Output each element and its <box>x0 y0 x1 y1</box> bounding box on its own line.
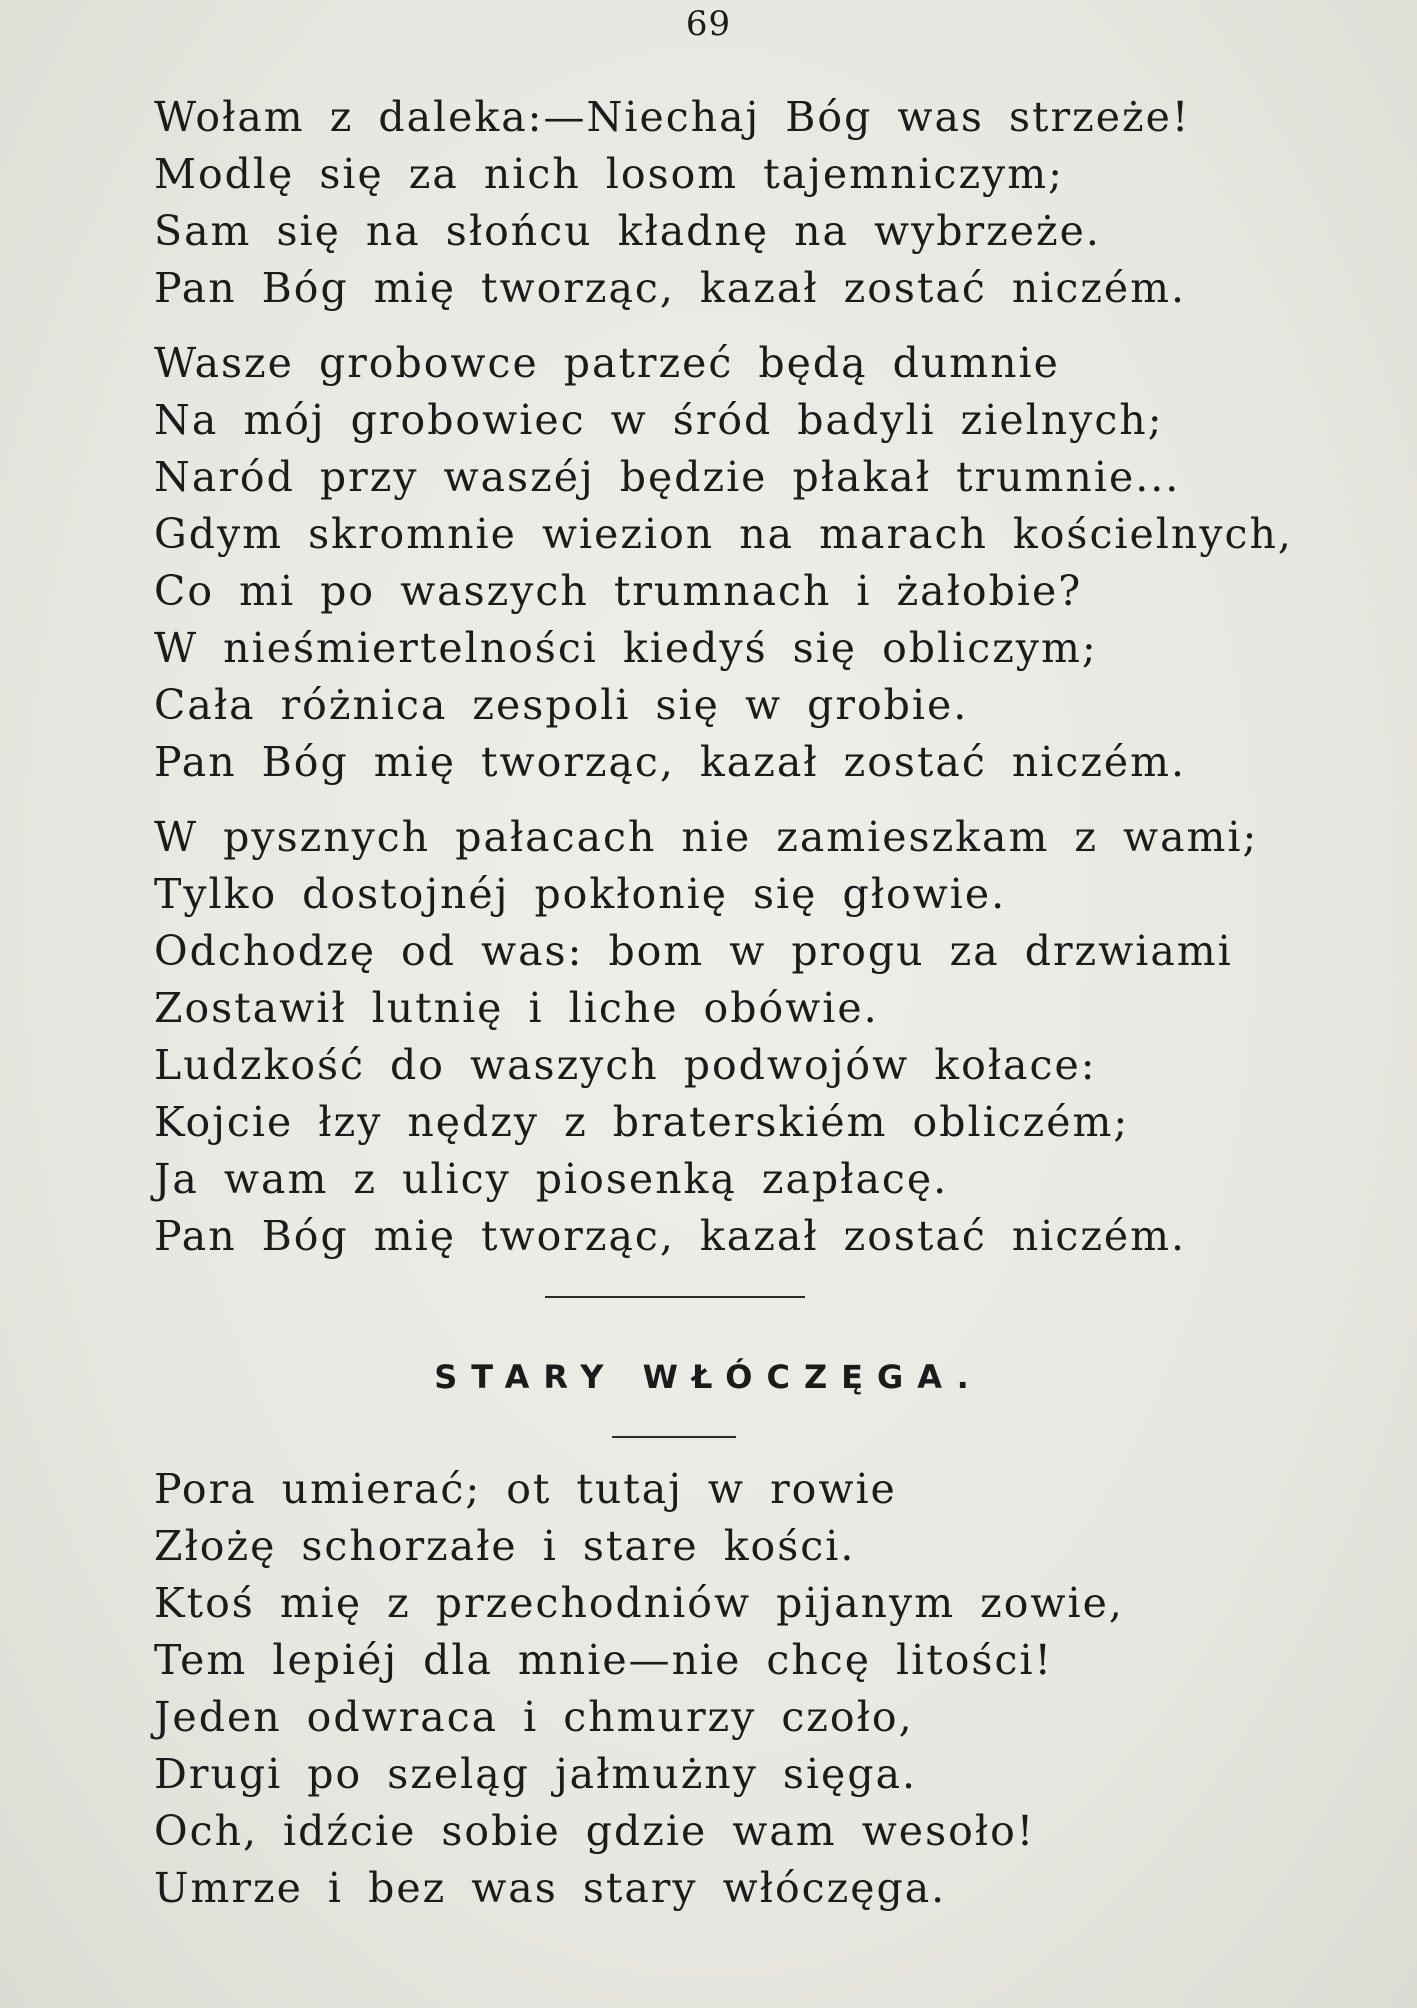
verse-line: Pan Bóg mię tworząc, kazał zostać niczém. <box>154 738 1187 786</box>
verse-line: Pora umierać; ot tutaj w rowie <box>154 1465 897 1513</box>
verse-line: Ktoś mię z przechodniów pijanym zowie, <box>154 1579 1124 1627</box>
verse-line: Umrze i bez was stary włóczęga. <box>154 1864 947 1912</box>
verse-line: Och, idźcie sobie gdzie wam wesoło! <box>154 1807 1036 1855</box>
verse-line: Tylko dostojnéj pokłonię się głowie. <box>154 870 1007 918</box>
verse-line: Jeden odwraca i chmurzy czoło, <box>154 1693 914 1741</box>
verse-line: Kojcie łzy nędzy z braterskiém obliczém; <box>154 1098 1130 1146</box>
verse-line: Ja wam z ulicy piosenką zapłacę. <box>154 1155 949 1203</box>
section-title: STARY WŁÓCZĘGA. <box>434 1358 983 1396</box>
verse-line: Sam się na słońcu kładnę na wybrzeże. <box>154 207 1101 255</box>
verse-line: Na mój grobowiec w śród badyli zielnych; <box>154 396 1164 444</box>
verse-line: Modlę się za nich losom tajemniczym; <box>154 150 1064 198</box>
verse-line: Wasze grobowce patrzeć będą dumnie <box>154 339 1060 387</box>
verse-line: Pan Bóg mię tworząc, kazał zostać niczém. <box>154 1212 1187 1260</box>
verse-line: Cała różnica zespoli się w grobie. <box>154 681 969 729</box>
verse-line: Co mi po waszych trumnach i żałobie? <box>154 567 1083 615</box>
title-underline <box>612 1436 736 1438</box>
verse-line: Ludzkość do waszych podwojów kołace: <box>154 1041 1097 1089</box>
page-number: 69 <box>685 4 732 44</box>
verse-line: Zostawił lutnię i liche obówie. <box>154 984 879 1032</box>
verse-line: Gdym skromnie wiezion na marach kościelnych, <box>154 510 1293 558</box>
verse-line: W pysznych pałacach nie zamieszkam z wami; <box>154 813 1259 861</box>
section-divider <box>545 1296 805 1298</box>
verse-line: W nieśmiertelności kiedyś się obliczym; <box>154 624 1098 672</box>
verse-line: Tem lepiéj dla mnie—nie chcę litości! <box>154 1636 1053 1684</box>
verse-line: Złożę schorzałe i stare kości. <box>154 1522 856 1570</box>
verse-line: Odchodzę od was: bom w progu za drzwiami <box>154 927 1233 975</box>
verse-line: Pan Bóg mię tworząc, kazał zostać niczém. <box>154 264 1187 312</box>
verse-line: Naród przy waszéj będzie płakał trumnie... <box>154 453 1181 501</box>
verse-line: Drugi po szeląg jałmużny sięga. <box>154 1750 918 1798</box>
verse-line: Wołam z daleka:—Niechaj Bóg was strzeże! <box>154 93 1191 141</box>
